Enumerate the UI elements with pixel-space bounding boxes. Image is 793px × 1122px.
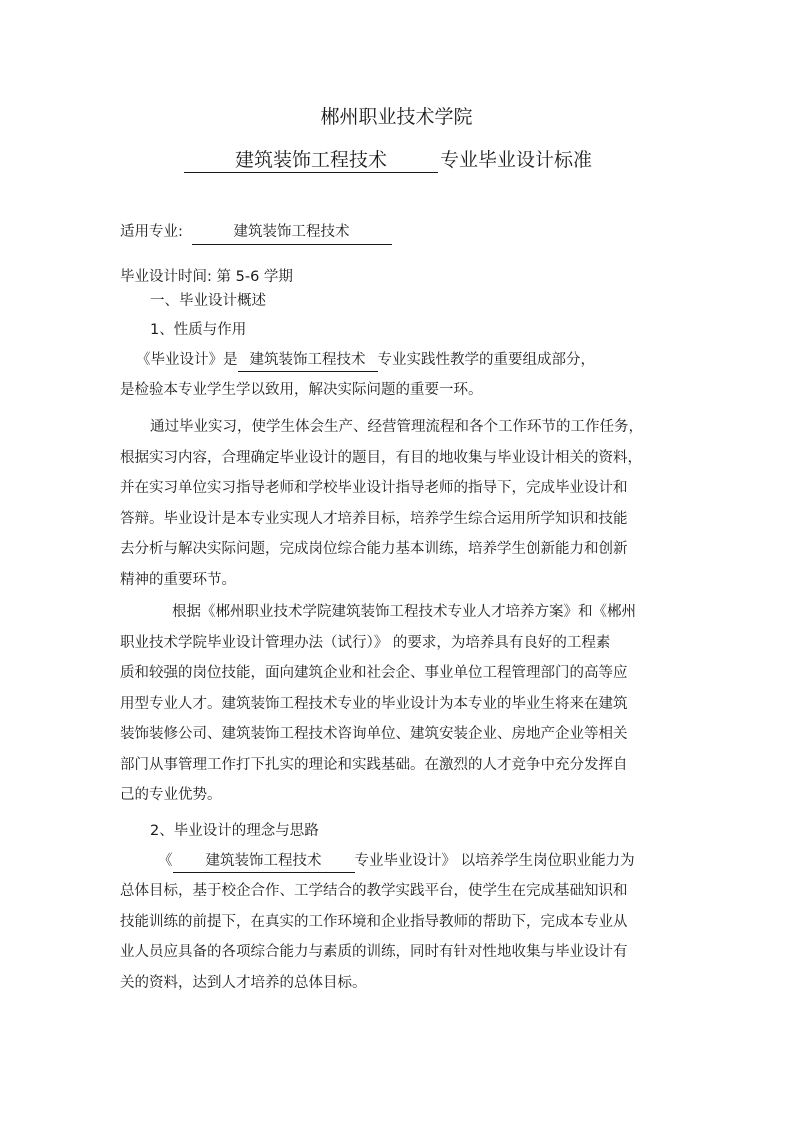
p1-prefix: 《毕业设计》是 bbox=[136, 352, 238, 368]
title-major-underlined: 建筑装饰工程技术 bbox=[184, 148, 438, 173]
document-title bbox=[184, 146, 592, 174]
institution-title: 郴州职业技术学院 bbox=[320, 106, 473, 128]
applicable-label: 适用专业: bbox=[120, 224, 183, 240]
applicable-value: 建筑装饰工程技术 bbox=[192, 220, 392, 245]
p2-line: 根据实习内容，合理确定毕业设计的题目，有目的地收集与毕业设计相关的资料， bbox=[120, 449, 642, 466]
p1-line1 bbox=[136, 349, 595, 372]
subsection1-heading: 1、性质与作用 bbox=[150, 322, 247, 338]
paragraph-4 bbox=[120, 876, 680, 998]
p2-line: 去分析与解决实际问题，完成岗位综合能力基本训练，培养学生创新能力和创新 bbox=[120, 541, 628, 557]
p4-line: 技能训练的前提下，在真实的工作环境和企业指导教师的帮助下，完成本专业从 bbox=[120, 913, 628, 930]
p3-line: 部门从事管理工作打下扎实的理论和实践基础。在激烈的人才竞争中充分发挥自 bbox=[120, 756, 628, 773]
title-suffix: 专业毕业设计标准 bbox=[440, 149, 593, 171]
section1-heading: 一、毕业设计概述 bbox=[150, 293, 266, 309]
p4-line: 总体目标，基于校企合作、工学结合的教学实践平台，使学生在完成基础知识和 bbox=[120, 883, 628, 899]
p1-major: 建筑装饰工程技术 bbox=[238, 349, 378, 372]
time-value: 第 5-6 学期 bbox=[216, 269, 293, 285]
p4-open-quote: 《 bbox=[158, 853, 173, 869]
p2-line: 精神的重要环节。 bbox=[120, 571, 236, 588]
p1-line2: 是检验本专业学生学以致用，解决实际问题的重要一环。 bbox=[120, 382, 483, 398]
p4-suffix: 专业毕业设计》 以培养学生岗位职业能力为 bbox=[354, 853, 635, 869]
p2-line: 并在实习单位实习指导老师和学校毕业设计指导老师的指导下，完成毕业设计和 bbox=[120, 480, 628, 496]
p2-line: 通过毕业实习，使学生体会生产、经营管理流程和各个工作环节的工作任务， bbox=[150, 419, 643, 435]
p3-line: 根据《郴州职业技术学院建筑装饰工程技术专业人才培养方案》和《郴州 bbox=[172, 604, 636, 620]
subsection2-heading: 2、毕业设计的理念与思路 bbox=[150, 823, 319, 839]
time-label: 毕业设计时间: bbox=[120, 269, 212, 285]
applicable-major-line bbox=[120, 220, 392, 245]
p3-line: 己的专业优势。 bbox=[120, 787, 222, 803]
p3-line: 职业技术学院毕业设计管理办法（试行）》 的要求，为培养具有良好的工程素 bbox=[120, 634, 611, 651]
paragraph-3 bbox=[120, 597, 680, 811]
p2-line: 答辩。毕业设计是本专业实现人才培养目标，培养学生综合运用所学知识和技能 bbox=[120, 510, 628, 527]
p4-line1 bbox=[158, 850, 635, 873]
p3-line: 质和较强的岗位技能，面向建筑企业和社会企、事业单位工程管理部门的高等应 bbox=[120, 665, 628, 681]
p1-suffix: 专业实践性教学的重要组成部分， bbox=[377, 352, 595, 368]
p3-line: 装饰装修公司、建筑装饰工程技术咨询单位、建筑安装企业、房地产企业等相关 bbox=[120, 726, 628, 742]
paragraph-2 bbox=[120, 412, 680, 595]
p4-line: 业人员应具备的各项综合能力与素质的训练，同时有针对性地收集与毕业设计有 bbox=[120, 944, 628, 960]
p4-line: 关的资料，达到人才培养的总体目标。 bbox=[120, 974, 367, 991]
p4-major: 建筑装饰工程技术 bbox=[173, 850, 355, 873]
design-time-line bbox=[120, 266, 293, 288]
p3-line: 用型专业人才。建筑装饰工程技术专业的毕业设计为本专业的毕业生将来在建筑 bbox=[120, 695, 628, 712]
